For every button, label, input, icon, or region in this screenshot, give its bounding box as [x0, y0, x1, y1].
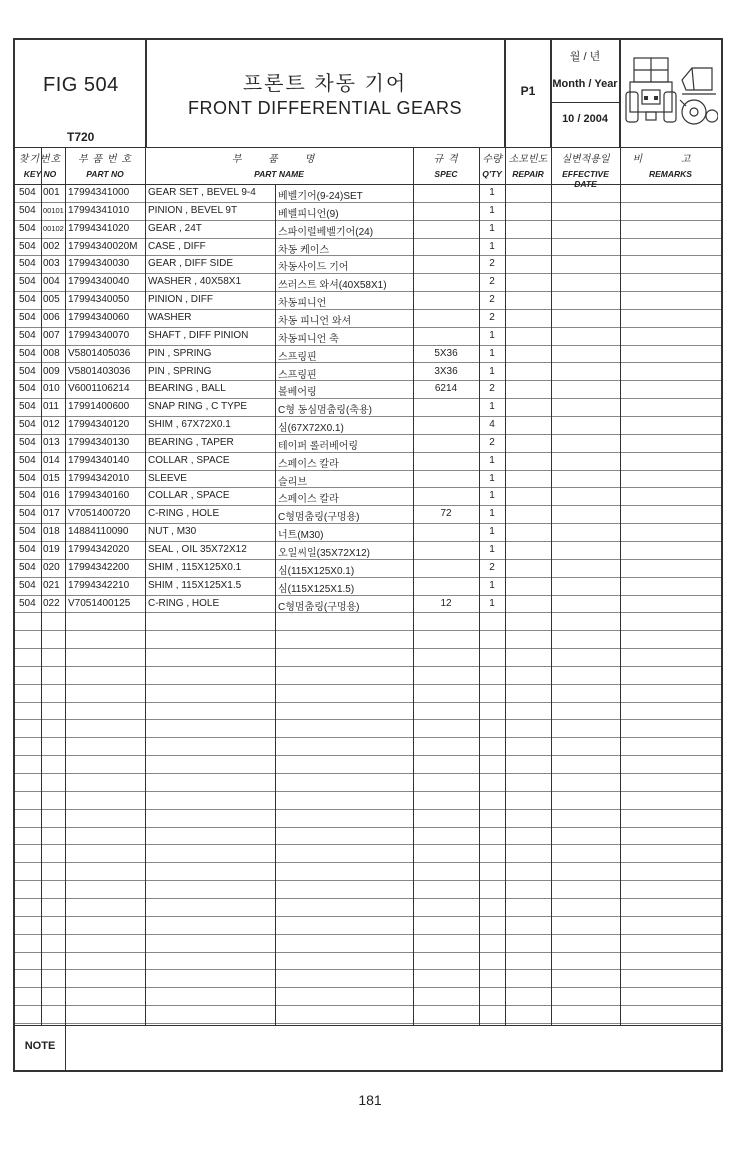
part-name-ko-cell: C형멈춤링(구멍용) — [278, 601, 360, 613]
qty-cell: 1 — [489, 204, 495, 216]
col-remarks — [620, 147, 721, 184]
qty-cell: 1 — [489, 526, 495, 538]
fig-cell: 504 — [19, 544, 36, 555]
fig-cell: 504 — [19, 204, 36, 216]
part-name-en-cell: GEAR , 24T — [148, 222, 202, 234]
part-no-cell: 17994340070 — [68, 329, 130, 341]
part-name-ko-cell: C형 동심멈춤링(축용) — [278, 405, 372, 417]
part-no-cell: 17994340050 — [68, 294, 130, 306]
fig-cell: 504 — [19, 329, 36, 341]
col-qty-korean: 수량 — [482, 154, 502, 165]
key-cell: 010 — [43, 383, 60, 395]
part-name-ko-cell: 심(115X125X0.1) — [278, 565, 355, 577]
table-row — [15, 648, 721, 667]
part-name-en-cell: C-RING , HOLE — [148, 597, 220, 609]
fig-cell: 504 — [19, 222, 36, 234]
note-section — [15, 1025, 721, 1070]
table-row — [15, 487, 721, 506]
col-repair — [505, 147, 551, 184]
parts-sheet — [13, 38, 723, 1072]
part-name-en-cell: GEAR , DIFF SIDE — [148, 258, 234, 270]
divider — [275, 184, 276, 1026]
table-row — [15, 452, 721, 471]
part-name-en-cell: SLEEVE — [148, 472, 187, 484]
table-row — [15, 666, 721, 685]
table-row — [15, 862, 721, 881]
part-no-cell: 17994340030 — [68, 258, 130, 270]
key-cell: 003 — [43, 258, 60, 270]
part-no-cell: 17994341000 — [68, 187, 130, 198]
page-number: 181 — [358, 1092, 382, 1108]
part-name-ko-cell: 차동피니언 — [278, 298, 327, 310]
part-name-en-cell: SEAL , OIL 35X72X12 — [148, 544, 247, 555]
spec-cell: 3X36 — [434, 365, 458, 377]
col-repair-english: REPAIR — [512, 169, 544, 179]
part-name-en-cell: NUT , M30 — [148, 526, 197, 538]
qty-cell: 1 — [489, 401, 495, 413]
key-cell: 009 — [43, 365, 60, 377]
part-name-ko-cell: 쓰러스트 와셔(40X58X1) — [278, 280, 387, 292]
part-no-cell: 17991400600 — [68, 401, 130, 413]
fig-cell: 504 — [19, 311, 36, 323]
divider — [551, 40, 552, 1026]
table-row — [15, 880, 721, 899]
key-cell: 017 — [43, 508, 60, 520]
table-row — [15, 416, 721, 435]
divider — [65, 147, 66, 1026]
col-partno-korean: 부 품 번 호 — [78, 154, 132, 165]
part-name-ko-cell: 스프링핀 — [278, 351, 317, 363]
note-label: NOTE — [24, 1040, 56, 1052]
table-row — [15, 684, 721, 703]
qty-cell: 2 — [489, 383, 495, 395]
col-date-korean: 실변적용일 — [561, 154, 610, 165]
part-name-ko-cell: 슬리브 — [278, 476, 307, 488]
part-name-en-cell: PIN , SPRING — [148, 365, 212, 377]
part-no-cell: 17994340020M — [68, 240, 138, 252]
key-cell: 015 — [43, 472, 60, 484]
part-name-en-cell: SHIM , 67X72X0.1 — [148, 419, 231, 431]
col-remarks-korean: 비 고 — [632, 154, 709, 165]
part-name-ko-cell: 베벨피니언(9) — [278, 208, 339, 220]
part-name-ko-cell: C형멈춤링(구멍용) — [278, 512, 360, 524]
qty-cell: 1 — [489, 597, 495, 609]
qty-cell: 1 — [489, 508, 495, 520]
part-name-en-cell: PINION , BEVEL 9T — [148, 204, 238, 216]
fig-cell: 504 — [19, 258, 36, 270]
part-name-en-cell: BEARING , BALL — [148, 383, 226, 395]
key-cell: 001 — [43, 187, 60, 198]
fig-cell: 504 — [19, 383, 36, 395]
part-name-en-cell: SNAP RING , C TYPE — [148, 401, 248, 413]
part-name-ko-cell: 차동사이드 기어 — [278, 262, 349, 274]
part-name-ko-cell: 너트(M30) — [278, 530, 324, 542]
table-row — [15, 898, 721, 917]
part-no-cell: 17994342010 — [68, 472, 130, 484]
qty-cell: 2 — [489, 561, 495, 573]
fig-cell: 504 — [19, 597, 36, 609]
col-repair-korean: 소모빈도 — [508, 154, 548, 165]
col-partno-english: PART NO — [86, 169, 124, 179]
divider — [413, 147, 414, 1026]
table-row — [15, 595, 721, 614]
key-cell: 005 — [43, 294, 60, 306]
part-name-ko-cell: 심(115X125X1.5) — [278, 583, 355, 595]
fig-cell: 504 — [19, 436, 36, 448]
key-cell: 011 — [43, 401, 59, 413]
part-name-en-cell: GEAR SET , BEVEL 9-4 — [148, 187, 256, 198]
table-row — [15, 612, 721, 631]
qty-cell: 1 — [489, 365, 495, 377]
fig-cell: 504 — [19, 365, 36, 377]
table-row — [15, 773, 721, 792]
qty-cell: 2 — [489, 276, 495, 288]
fig-cell: 504 — [19, 240, 36, 252]
part-name-ko-cell: 테이퍼 롤러베어링 — [278, 440, 359, 452]
table-row — [15, 916, 721, 935]
month-year-value: 10 / 2004 — [562, 113, 608, 125]
model-code: T720 — [67, 130, 95, 144]
qty-cell: 1 — [489, 222, 495, 234]
part-name-ko-cell: 스페이스 칼라 — [278, 458, 339, 470]
spec-cell: 72 — [440, 508, 452, 520]
table-row — [15, 809, 721, 828]
part-name-ko-cell: 스프링핀 — [278, 369, 317, 381]
divider — [620, 40, 621, 1026]
fig-cell: 504 — [19, 454, 36, 466]
table-row — [15, 755, 721, 774]
table-row — [15, 1005, 721, 1024]
table-row — [15, 737, 721, 756]
table-row — [15, 327, 721, 346]
divider — [41, 147, 42, 1026]
key-cell: 021 — [43, 579, 60, 591]
qty-cell: 2 — [489, 311, 495, 323]
qty-cell: 1 — [489, 329, 495, 341]
table-row — [15, 827, 721, 846]
col-key-english: KEY NO — [23, 169, 57, 179]
divider — [65, 1026, 66, 1070]
part-no-cell: 17994340120 — [68, 419, 130, 431]
divider — [551, 102, 619, 103]
qty-cell: 4 — [489, 419, 495, 431]
key-cell: 002 — [43, 240, 60, 252]
table-row — [15, 291, 721, 310]
table-row — [15, 309, 721, 328]
qty-cell: 2 — [489, 294, 495, 306]
table-row — [15, 630, 721, 649]
part-name-en-cell: SHIM , 115X125X0.1 — [148, 561, 242, 573]
part-name-en-cell: PINION , DIFF — [148, 294, 213, 306]
table-row — [15, 577, 721, 596]
col-spec-korean: 규 격 — [433, 154, 459, 165]
spec-cell: 5X36 — [434, 347, 458, 359]
table-row — [15, 952, 721, 971]
title-korean: 프론트 차동 기어 — [242, 73, 408, 95]
part-name-ko-cell: 차동피니언 축 — [278, 333, 339, 345]
part-name-ko-cell: 베벨기어(9-24)SET — [278, 191, 363, 202]
table-row — [15, 238, 721, 257]
table-row — [15, 702, 721, 721]
table-row — [15, 559, 721, 578]
part-name-ko-cell: 심(67X72X0.1) — [278, 423, 344, 435]
col-remarks-english: REMARKS — [649, 169, 692, 179]
key-cell: 012 — [43, 419, 60, 431]
part-name-en-cell: WASHER — [148, 311, 192, 323]
table-row — [15, 255, 721, 274]
col-qty — [479, 147, 505, 184]
key-cell: 004 — [43, 276, 60, 288]
table-row — [15, 720, 721, 739]
fig-number: FIG 504 — [43, 74, 119, 96]
table-row — [15, 363, 721, 382]
fig-cell: 504 — [19, 579, 36, 591]
fig-cell: 504 — [19, 472, 36, 484]
part-no-cell: V5801405036 — [68, 347, 131, 359]
table-row — [15, 541, 721, 560]
table-row — [15, 184, 721, 203]
col-spec — [413, 147, 479, 184]
key-cell: 014 — [43, 454, 60, 466]
qty-cell: 1 — [489, 579, 495, 591]
part-no-cell: V5801403036 — [68, 365, 131, 377]
part-name-en-cell: COLLAR , SPACE — [148, 454, 230, 466]
spec-cell: 12 — [440, 597, 452, 609]
column-headers — [15, 147, 721, 189]
part-no-cell: V7051400125 — [68, 597, 131, 609]
part-name-en-cell: COLLAR , SPACE — [148, 490, 230, 502]
table-row — [15, 934, 721, 953]
part-no-cell: 14884110090 — [68, 526, 129, 538]
part-name-en-cell: C-RING , HOLE — [148, 508, 220, 520]
part-name-ko-cell: 스페이스 칼라 — [278, 494, 339, 506]
tractor-cell — [620, 40, 721, 147]
qty-cell: 1 — [489, 490, 495, 502]
col-key-korean: 찾기번호 — [18, 154, 62, 165]
table-row — [15, 987, 721, 1006]
key-cell: 008 — [43, 347, 60, 359]
divider — [145, 40, 146, 1026]
part-no-cell: 17994341020 — [68, 222, 130, 234]
part-no-cell: 17994342200 — [68, 561, 130, 573]
divider — [505, 40, 506, 1026]
qty-cell: 2 — [489, 436, 495, 448]
part-name-ko-cell: 오일씨일(35X72X12) — [278, 548, 371, 559]
month-year-label: Month / Year — [552, 78, 618, 90]
part-no-cell: 17994340040 — [68, 276, 130, 288]
fig-cell: 504 — [19, 561, 36, 573]
table-row — [15, 273, 721, 292]
table-row — [15, 202, 721, 221]
qty-cell: 1 — [489, 240, 495, 252]
part-no-cell: 17994340060 — [68, 311, 130, 323]
fig-cell: 504 — [19, 508, 36, 520]
sheet-header — [15, 40, 721, 148]
title-cell — [147, 40, 505, 147]
table-row — [15, 844, 721, 863]
fig-cell: 504 — [19, 276, 36, 288]
title-english: FRONT DIFFERENTIAL GEARS — [187, 98, 463, 118]
fig-cell: 504 — [19, 401, 36, 413]
part-name-ko-cell: 차동 피니언 와셔 — [278, 315, 352, 327]
month-year-korean: 월 / 년 — [569, 51, 601, 63]
table-row — [15, 791, 721, 810]
key-cell: 00101 — [43, 205, 64, 215]
part-no-cell: 17994342210 — [68, 579, 130, 591]
part-name-en-cell: SHIM , 115X125X1.5 — [148, 579, 242, 591]
part-name-en-cell: BEARING , TAPER — [148, 436, 234, 448]
key-cell: 019 — [43, 544, 60, 555]
col-date — [551, 147, 620, 189]
page-label: P1 — [520, 84, 536, 98]
col-qty-english: Q'TY — [482, 169, 502, 179]
part-name-en-cell: PIN , SPRING — [148, 347, 212, 359]
part-no-cell: 17994341010 — [68, 204, 130, 216]
part-no-cell: 17994340130 — [68, 436, 130, 448]
month-year-cell — [551, 40, 620, 147]
divider — [479, 147, 480, 1026]
qty-cell: 1 — [489, 187, 495, 198]
part-no-cell: V6001106214 — [68, 383, 130, 395]
col-partname-korean: 부 품 명 — [231, 154, 327, 165]
fig-cell: 504 — [19, 490, 36, 502]
fig-cell: 504 — [19, 294, 36, 306]
part-name-en-cell: CASE , DIFF — [148, 240, 206, 252]
col-date-english: EFFECTIVE DATE — [562, 169, 609, 189]
part-no-cell: V7051400720 — [68, 508, 131, 520]
table-row — [15, 345, 721, 364]
part-no-cell: 17994342020 — [68, 544, 130, 555]
qty-cell: 1 — [489, 347, 495, 359]
key-cell: 020 — [43, 561, 60, 573]
qty-cell: 2 — [489, 258, 495, 270]
spec-cell: 6214 — [434, 383, 458, 395]
fig-cell — [15, 40, 147, 147]
key-cell: 00102 — [43, 223, 64, 233]
key-cell: 007 — [43, 329, 60, 341]
table-row — [15, 398, 721, 417]
table-row — [15, 969, 721, 988]
part-name-ko-cell: 볼베어링 — [278, 387, 317, 399]
col-key — [15, 147, 65, 184]
col-spec-english: SPEC — [434, 169, 458, 179]
qty-cell: 1 — [489, 454, 495, 466]
part-name-en-cell: WASHER , 40X58X1 — [148, 276, 242, 288]
key-cell: 018 — [43, 526, 60, 538]
fig-cell: 504 — [19, 347, 36, 359]
table-row — [15, 220, 721, 239]
table-row — [15, 380, 721, 399]
key-cell: 006 — [43, 311, 60, 323]
table-row — [15, 470, 721, 489]
page-cell — [505, 40, 551, 147]
col-partname — [145, 147, 413, 184]
part-name-ko-cell: 차동 케이스 — [278, 244, 330, 256]
fig-cell: 504 — [19, 187, 36, 198]
qty-cell: 1 — [489, 472, 495, 484]
qty-cell: 1 — [489, 544, 495, 555]
key-cell: 022 — [43, 597, 60, 609]
part-no-cell: 17994340160 — [68, 490, 130, 502]
fig-cell: 504 — [19, 526, 36, 538]
table-row — [15, 434, 721, 453]
col-partno — [65, 147, 145, 184]
fig-cell: 504 — [19, 419, 36, 431]
key-cell: 016 — [43, 490, 60, 502]
table-row — [15, 523, 721, 542]
col-partname-english: PART NAME — [254, 169, 304, 179]
key-cell: 013 — [43, 436, 60, 448]
part-name-en-cell: SHAFT , DIFF PINION — [148, 329, 249, 341]
tractor-illustration-icon — [624, 50, 718, 134]
table-row — [15, 505, 721, 524]
part-name-ko-cell: 스파이럴베벨기어(24) — [278, 226, 374, 238]
part-no-cell: 17994340140 — [68, 454, 130, 466]
